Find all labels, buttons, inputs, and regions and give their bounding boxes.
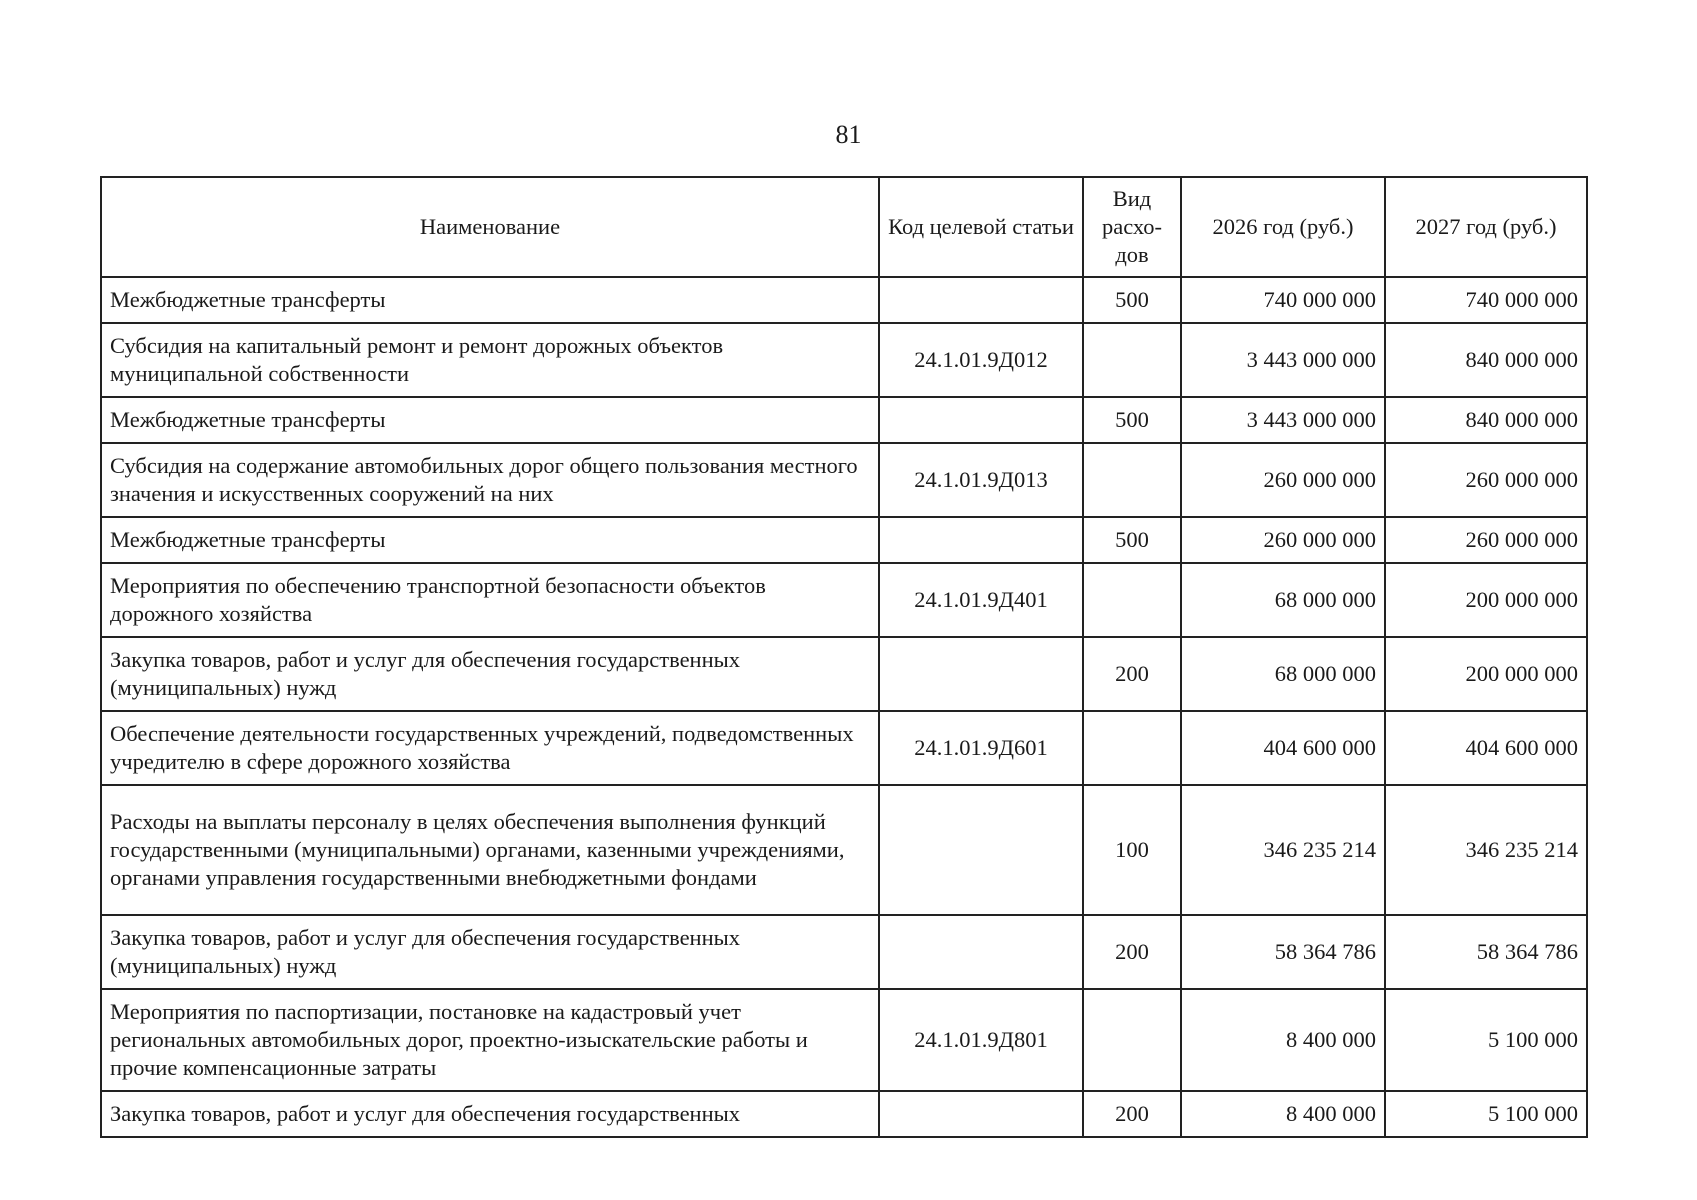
cell-2027: 840 000 000 bbox=[1385, 397, 1587, 443]
cell-2027: 200 000 000 bbox=[1385, 637, 1587, 711]
header-type: Вид расхо-дов bbox=[1083, 177, 1181, 277]
header-2027: 2027 год (руб.) bbox=[1385, 177, 1587, 277]
cell-type bbox=[1083, 989, 1181, 1091]
cell-2027: 740 000 000 bbox=[1385, 277, 1587, 323]
cell-2027: 5 100 000 bbox=[1385, 1091, 1587, 1137]
cell-name: Мероприятия по обеспечению транспортной безопасности объектов дорожного хозяйства bbox=[101, 563, 879, 637]
cell-name: Закупка товаров, работ и услуг для обеспечения государственных (муниципальных) нужд bbox=[101, 637, 879, 711]
cell-2026: 3 443 000 000 bbox=[1181, 397, 1385, 443]
cell-type bbox=[1083, 563, 1181, 637]
cell-2026: 68 000 000 bbox=[1181, 563, 1385, 637]
cell-type bbox=[1083, 443, 1181, 517]
table-row bbox=[101, 711, 1587, 785]
cell-type: 100 bbox=[1083, 785, 1181, 915]
cell-name: Закупка товаров, работ и услуг для обеспечения государственных bbox=[101, 1091, 879, 1137]
cell-2026: 3 443 000 000 bbox=[1181, 323, 1385, 397]
table-row bbox=[101, 277, 1587, 323]
budget-table bbox=[100, 176, 1588, 1138]
cell-2027: 840 000 000 bbox=[1385, 323, 1587, 397]
cell-2026: 68 000 000 bbox=[1181, 637, 1385, 711]
cell-code bbox=[879, 517, 1083, 563]
cell-2027: 260 000 000 bbox=[1385, 443, 1587, 517]
cell-name: Межбюджетные трансферты bbox=[101, 397, 879, 443]
cell-type: 500 bbox=[1083, 397, 1181, 443]
table-row bbox=[101, 1091, 1587, 1137]
table-row bbox=[101, 397, 1587, 443]
table-row bbox=[101, 323, 1587, 397]
cell-2026: 260 000 000 bbox=[1181, 443, 1385, 517]
table-row bbox=[101, 785, 1587, 915]
cell-name: Мероприятия по паспортизации, постановке на кадастровый учет региональных автомобильных дорог, проектно-изыскательские работы и прочие компенсационные затраты bbox=[101, 989, 879, 1091]
cell-type: 200 bbox=[1083, 637, 1181, 711]
cell-name: Межбюджетные трансферты bbox=[101, 277, 879, 323]
cell-type: 500 bbox=[1083, 277, 1181, 323]
cell-2026: 740 000 000 bbox=[1181, 277, 1385, 323]
cell-name: Закупка товаров, работ и услуг для обеспечения государственных (муниципальных) нужд bbox=[101, 915, 879, 989]
table-row bbox=[101, 443, 1587, 517]
cell-name: Расходы на выплаты персоналу в целях обеспечения выполнения функций государственными (муниципальными) органами, казенными учреждениями, органами управления государственными внебюджетными фондами bbox=[101, 785, 879, 915]
cell-code: 24.1.01.9Д601 bbox=[879, 711, 1083, 785]
cell-code: 24.1.01.9Д012 bbox=[879, 323, 1083, 397]
cell-2027: 5 100 000 bbox=[1385, 989, 1587, 1091]
page-number: 81 bbox=[835, 120, 862, 149]
cell-code: 24.1.01.9Д013 bbox=[879, 443, 1083, 517]
table-row bbox=[101, 915, 1587, 989]
cell-code bbox=[879, 915, 1083, 989]
cell-type bbox=[1083, 711, 1181, 785]
cell-name: Обеспечение деятельности государственных учреждений, подведомственных учредителю в сфере дорожного хозяйства bbox=[101, 711, 879, 785]
cell-type: 200 bbox=[1083, 1091, 1181, 1137]
cell-code bbox=[879, 785, 1083, 915]
table-header-row bbox=[101, 177, 1587, 277]
cell-code bbox=[879, 397, 1083, 443]
cell-2027: 346 235 214 bbox=[1385, 785, 1587, 915]
header-code: Код целевой статьи bbox=[879, 177, 1083, 277]
cell-2026: 404 600 000 bbox=[1181, 711, 1385, 785]
header-name: Наименование bbox=[101, 177, 879, 277]
cell-2026: 8 400 000 bbox=[1181, 1091, 1385, 1137]
cell-2026: 8 400 000 bbox=[1181, 989, 1385, 1091]
cell-name: Межбюджетные трансферты bbox=[101, 517, 879, 563]
header-2026: 2026 год (руб.) bbox=[1181, 177, 1385, 277]
cell-2026: 58 364 786 bbox=[1181, 915, 1385, 989]
cell-2027: 404 600 000 bbox=[1385, 711, 1587, 785]
cell-2027: 200 000 000 bbox=[1385, 563, 1587, 637]
table-row bbox=[101, 517, 1587, 563]
table-row bbox=[101, 989, 1587, 1091]
cell-code: 24.1.01.9Д401 bbox=[879, 563, 1083, 637]
cell-code bbox=[879, 277, 1083, 323]
cell-2027: 260 000 000 bbox=[1385, 517, 1587, 563]
cell-code bbox=[879, 637, 1083, 711]
cell-code: 24.1.01.9Д801 bbox=[879, 989, 1083, 1091]
cell-2026: 260 000 000 bbox=[1181, 517, 1385, 563]
table-row bbox=[101, 563, 1587, 637]
cell-2026: 346 235 214 bbox=[1181, 785, 1385, 915]
cell-name: Субсидия на капитальный ремонт и ремонт дорожных объектов муниципальной собственности bbox=[101, 323, 879, 397]
cell-type: 200 bbox=[1083, 915, 1181, 989]
cell-code bbox=[879, 1091, 1083, 1137]
cell-2027: 58 364 786 bbox=[1385, 915, 1587, 989]
table-row bbox=[101, 637, 1587, 711]
cell-type: 500 bbox=[1083, 517, 1181, 563]
cell-type bbox=[1083, 323, 1181, 397]
cell-name: Субсидия на содержание автомобильных дорог общего пользования местного значения и искусственных сооружений на них bbox=[101, 443, 879, 517]
